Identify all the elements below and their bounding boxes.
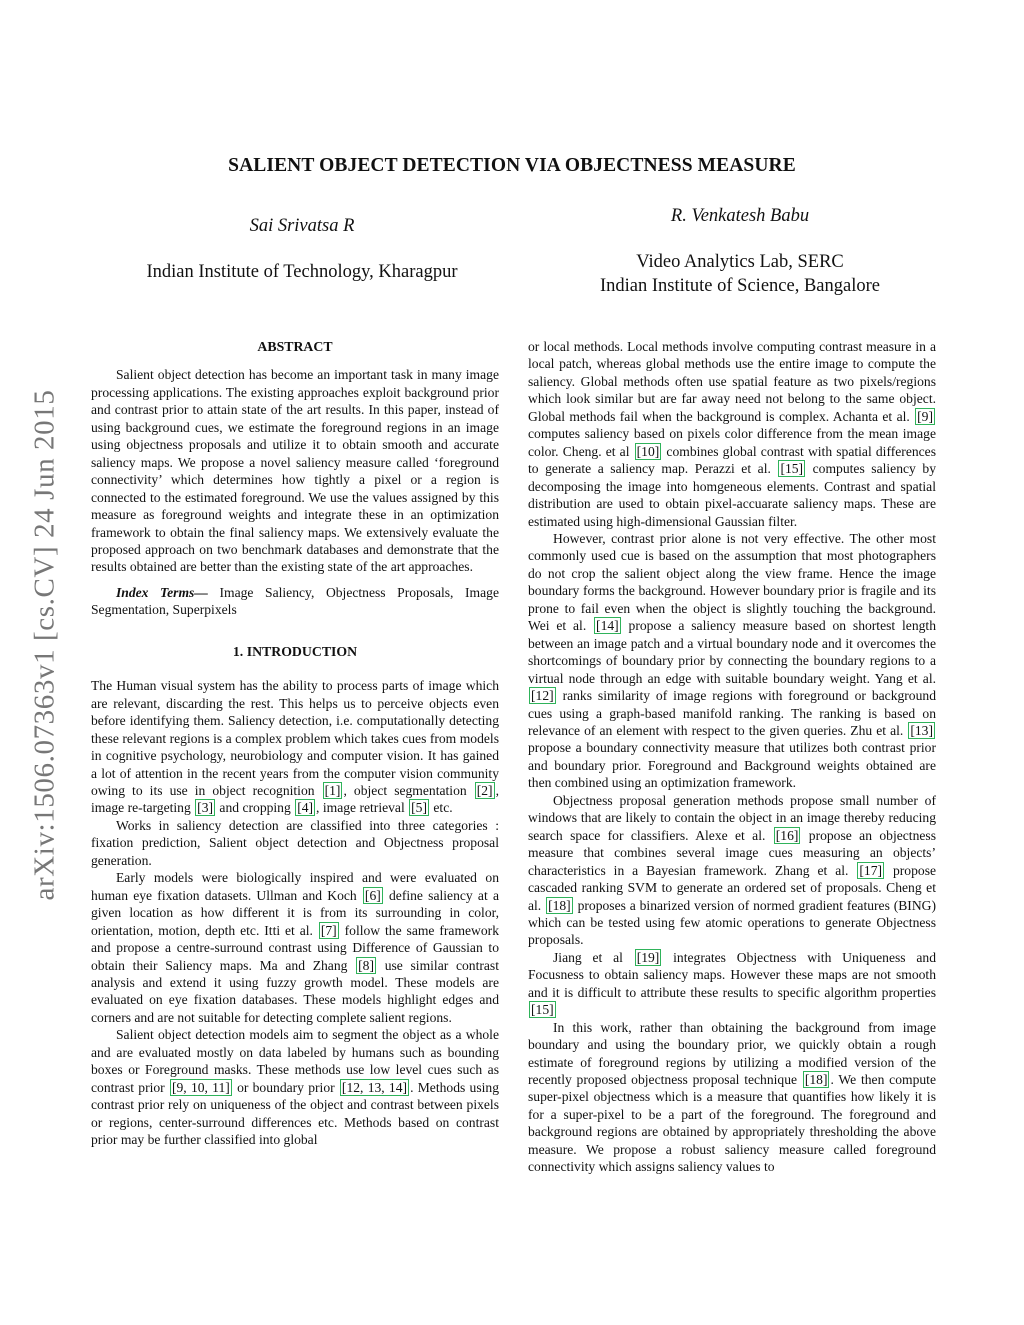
- index-terms-label: Index Terms—: [116, 584, 208, 600]
- paper-title: SALIENT OBJECT DETECTION VIA OBJECTNESS MEASURE: [228, 155, 796, 176]
- citation-link[interactable]: [19]: [636, 949, 660, 965]
- author-block-1: [92, 214, 512, 284]
- intro-paragraph: or local methods. Local methods involve computing contrast measure in a local patch, whereas global methods use the entire image to compute the saliency. Global methods often use spatial feature as two pixels/regions which look similar but are far away need not belong to the same object. Global methods fail when the background is complex. Achanta et al. [9] computes saliency based on pixels color difference from the mean image color. Cheng. et al [10] combines global contrast with spatial differences to generate a saliency map. Perazzi et al. [15] computes saliency by decomposing the image into homgeneous elements. Contrast and spatial distribution are used to obtain pixel-accuarate saliency maps. These are estimated using high-dimensional Gaussian filter.: [528, 339, 937, 529]
- index-terms-text: Image Saliency, Objectness Proposals, Image Segmentation, Superpixels: [91, 584, 499, 618]
- index-terms: [91, 584, 499, 619]
- citation-link[interactable]: [16]: [775, 827, 799, 843]
- citation-link[interactable]: [18]: [548, 897, 571, 913]
- author-block-2: [560, 204, 920, 298]
- citation-link[interactable]: [9, 10, 11]: [171, 1079, 230, 1095]
- citation-link[interactable]: [7]: [320, 922, 337, 938]
- citation-link[interactable]: [6]: [364, 887, 381, 903]
- author-name: R. Venkatesh Babu: [670, 206, 810, 226]
- left-column: [91, 338, 499, 1148]
- section-heading: 1. INTRODUCTION: [232, 643, 358, 659]
- citation-link[interactable]: [12]: [531, 688, 554, 704]
- citation-link[interactable]: [12, 13, 14]: [341, 1079, 408, 1095]
- citation-link[interactable]: [14]: [596, 618, 619, 634]
- intro-paragraph: Salient object detection models aim to segment the object as a whole and are evaluated mostly on data labeled by humans such as bounding boxes or Foreground masks. These methods use low level cues such as contrast prior [9, 10, 11] or boundary prior [12, 13, 14] . Methods using contrast prior rely on uniqueness of the object and contrast between pixels or regions, center-surround differences etc. Methods based on contrast prior may be further classified into global: [91, 1027, 499, 1148]
- intro-paragraph: However, contrast prior alone is not very effective. The other most commonly used cue is based on the assumption that most photographers do not crop the salient object along the view frame. Hence the image boundary forms the background. However boundary prior is fragile and its prone to fail even when the object is slightly touching the background. Wei et al. [14] propose a saliency measure based on shortest length between an image patch and a virtual boundary node and it overcomes the shortcomings of boundary prior by connecting the boundary regions to a virtual node through an edge with suitable boundary weight. Yang et al. [12] ranks similarity of image regions with foreground or background cues using a graph-based manifold ranking. The ranking is based on relevance of an element with respect to the given queries. Zhu et al. [13] propose a boundary connectivity measure that utilizes both contrast prior and boundary prior. Foreground and Background weights obtained are then combined using an optimization framework.: [528, 530, 936, 791]
- citation-link[interactable]: [9]: [917, 408, 933, 424]
- intro-paragraph: Early models were biologically inspired and were evaluated on human eye fixation datasets. Ullman and Koch [6] define saliency at a given location as how different it is from its surrounding in color, orientation, motion, depth etc. Itti et al. [7] follow the same framework and propose a centre-surround contrast using Difference of Gaussian to obtain their Saliency maps. Ma and Zhang [8] use similar contrast analysis and extend it using fuzzy growth model. These models are evaluated on eye fixation databases. These models highlight edges and corners and are not suitable for detecting complete salient regions.: [91, 870, 499, 1025]
- citation-link[interactable]: [4]: [297, 800, 314, 816]
- citation-link[interactable]: [1]: [324, 782, 341, 798]
- citation-link[interactable]: [5]: [411, 800, 427, 816]
- intro-paragraph: Objectness proposal generation methods propose small number of windows that are likely to contain the object in an image thereby reducing search space for classifiers. Alexe et al. [16] propose an objectness measure that combines several image cues measuring an objects’ characteristics in a Bayesian framework. Zhang et al. [17] propose cascaded ranking SVM to generate an ordered set of proposals. Cheng et al. [18] proposes a binarized version of normed gradient features (BING) which can be tested using few atomic operations to generate Objectness proposals.: [528, 792, 937, 948]
- author-affiliation: Indian Institute of Technology, Kharagpur: [146, 262, 458, 282]
- intro-paragraph: In this work, rather than obtaining the background from image boundary and using the boundary prior, we quickly obtain a rough estimate of foreground regions by utilizing a modified version of the recently proposed objectness proposal technique [18] . We then compute super-pixel objectness which is a measure that quantifies how likely it is for a super-pixel to be a part of the foreground. The foreground and background regions are obtained by appropriately thresholding the above measure. We propose a robust saliency measure called foreground connectivity which assigns saliency values to: [528, 1019, 936, 1175]
- citation-link[interactable]: [2]: [476, 782, 493, 798]
- intro-paragraph: Works in saliency detection are classified into three categories : fixation prediction, Salient object detection and Objectness proposal generation.: [91, 817, 499, 868]
- abstract-text: Salient object detection has become an important task in many image processing applications. The existing approaches exploit background prior and contrast prior to attain state of the art results. In this paper, instead of using background cues, we estimate the foreground regions in an image using objectness proposals and utilize it to obtain smooth and accurate saliency maps. We propose a novel saliency measure called ‘foreground connectivity’ which determines how tightly a pixel or a region is connected to the estimated foreground. We use the values assigned by this measure as foreground weights and integrate these in an optimization framework to obtain the final saliency maps. We extensively evaluate the proposed approach on two benchmark databases and demonstrate that the results obtained are better than the existing state of the art approaches.: [91, 367, 499, 575]
- right-column: [528, 338, 936, 1176]
- author-affiliation: Video Analytics Lab, SERC: [636, 252, 844, 272]
- arxiv-sidebar: [20, 355, 70, 935]
- author-name: Sai Srivatsa R: [249, 216, 355, 236]
- citation-link[interactable]: [15]: [531, 1002, 554, 1018]
- abstract-heading: ABSTRACT: [257, 339, 333, 354]
- citation-link[interactable]: [13]: [910, 722, 933, 738]
- intro-paragraph: The Human visual system has the ability to process parts of image which are relevant, discarding the rest. This helps us to perceive objects even before identifying them. Saliency detection, i.e. computationally detecting these relevant regions is a complex problem which takes cues from models in cognitive psychology, neurobiology and computer vision. It has gained a lot of attention in the recent years from the computer vision community owing to its use in object recognition [1] , object segmentation [2] , image re-targeting [3] and cropping [4] , image retrieval [5] etc.: [91, 678, 499, 816]
- citation-link[interactable]: [10]: [636, 443, 660, 459]
- citation-link[interactable]: [15]: [780, 461, 804, 477]
- citation-link[interactable]: [3]: [197, 800, 214, 816]
- arxiv-identifier: arXiv:1506.07363v1 [cs.CV] 24 Jun 2015: [28, 389, 61, 901]
- citation-link[interactable]: [18]: [804, 1072, 828, 1088]
- author-affiliation-line2: Indian Institute of Science, Bangalore: [600, 276, 880, 296]
- citation-link[interactable]: [8]: [358, 957, 374, 973]
- citation-link[interactable]: [17]: [859, 862, 883, 878]
- intro-paragraph: Jiang et al [19] integrates Objectness with Uniqueness and Focusness to obtain saliency maps. However these maps are not smooth and it is difficult to attribute these results to specific algorithm properties [15]: [528, 949, 936, 1018]
